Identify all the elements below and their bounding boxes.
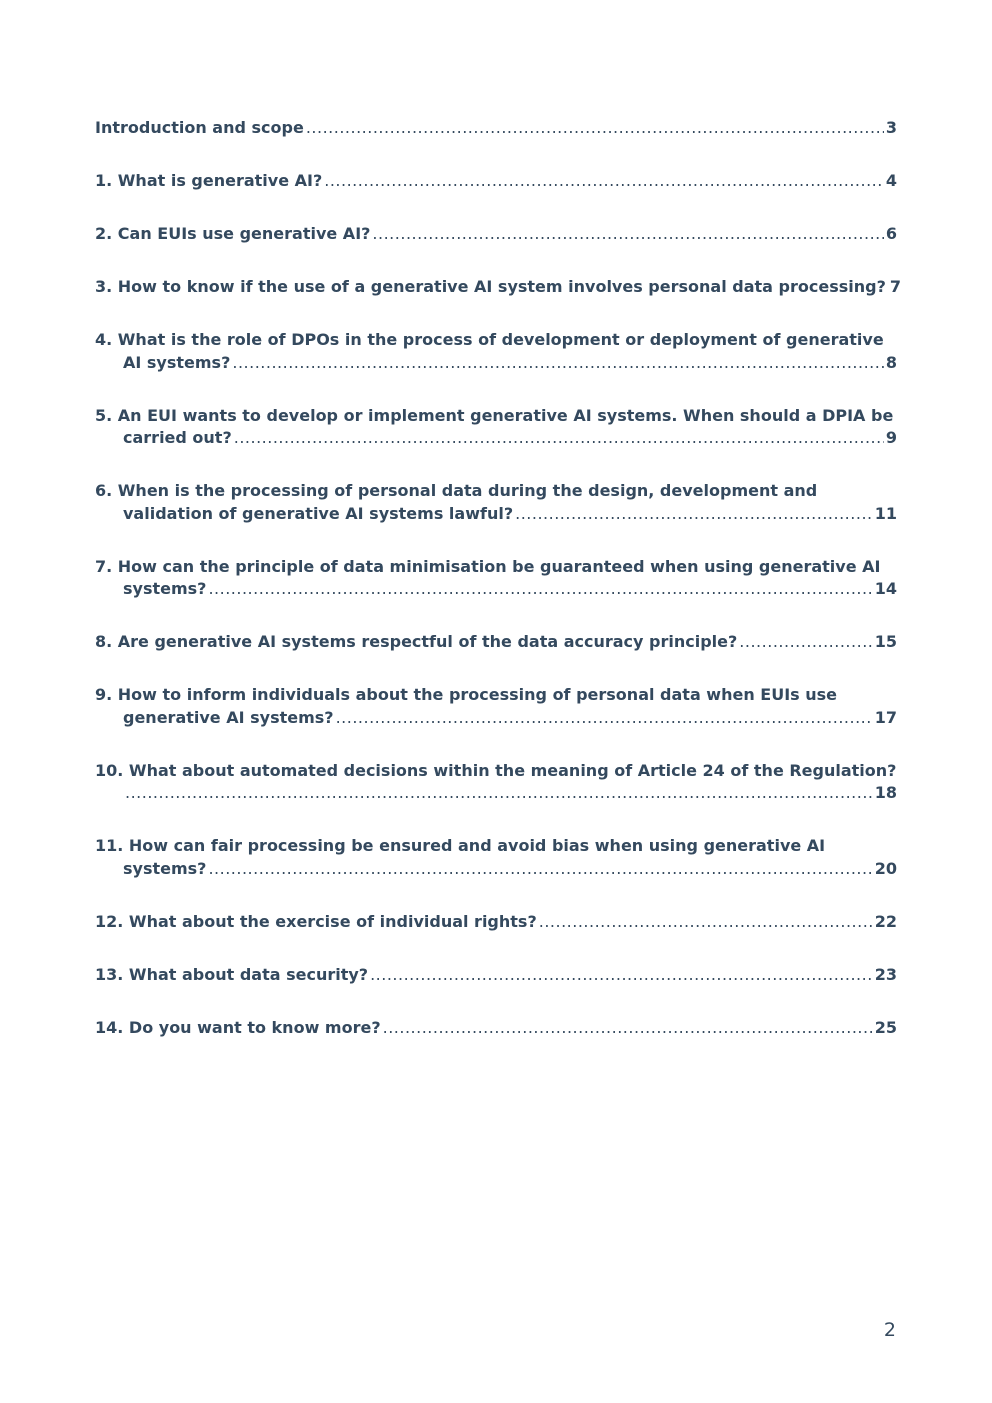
toc-entry-page: 23 <box>874 964 897 984</box>
toc-entry-11[interactable] <box>95 835 897 880</box>
toc-entry-introduction[interactable] <box>95 117 897 140</box>
toc-entry-page: 18 <box>874 783 897 802</box>
toc-entry-page: 9 <box>885 428 897 447</box>
toc-entry-3[interactable] <box>95 276 901 299</box>
toc-entry-title: 14. Do you want to know more? <box>95 1017 381 1037</box>
toc-dot-leader <box>370 964 873 987</box>
toc-dot-leader <box>336 707 873 730</box>
toc-dot-leader <box>383 1017 873 1040</box>
toc-dot-leader <box>234 427 884 450</box>
toc-entry-title: 8. Are generative AI systems respectful of the data accuracy principle? <box>95 632 738 651</box>
toc-entry-7[interactable] <box>95 556 897 601</box>
toc-entry-page: 20 <box>874 858 897 878</box>
toc-dot-leader <box>372 223 883 246</box>
toc-entry-13[interactable] <box>95 964 897 987</box>
toc-entry-2[interactable] <box>95 223 897 246</box>
toc-entry-title: 11. How can fair processing be ensured and avoid bias when using generative AI <box>95 836 826 855</box>
toc-entry-title: 7. How can the principle of data minimisation be guaranteed when using generative AI <box>95 556 881 576</box>
toc-entry-title: 4. What is the role of DPOs in the process of development or deployment of generative <box>95 330 884 349</box>
toc-dot-leader <box>232 352 884 375</box>
toc-entry-4[interactable] <box>95 329 897 374</box>
toc-entry-title: 9. How to inform individuals about the processing of personal data when EUIs use <box>95 685 838 704</box>
toc-entry-title-continued: validation of generative AI systems lawful? <box>123 503 514 523</box>
toc-entry-6[interactable] <box>95 480 897 525</box>
toc-entry-page: 17 <box>874 707 897 727</box>
toc-entry-page: 8 <box>885 352 897 372</box>
toc-entry-1[interactable] <box>95 170 897 193</box>
toc-entry-10[interactable] <box>95 760 897 805</box>
toc-entry-5[interactable] <box>95 405 897 450</box>
toc-entry-9[interactable] <box>95 684 897 729</box>
toc-entry-title: 6. When is the processing of personal data during the design, development and <box>95 481 818 500</box>
toc-entry-8[interactable] <box>95 631 897 654</box>
toc-dot-leader <box>306 117 884 140</box>
toc-dot-leader <box>208 858 872 881</box>
toc-dot-leader <box>739 631 872 654</box>
page-number: 2 <box>883 1319 896 1341</box>
toc-entry-title: 1. What is generative AI? <box>95 171 323 190</box>
toc-entry-12[interactable] <box>95 911 897 934</box>
toc-dot-leader <box>539 911 873 934</box>
toc-entry-title-continued: generative AI systems? <box>123 707 334 727</box>
toc-entry-title: 3. How to know if the use of a generative AI system involves personal data processing? <box>95 277 886 296</box>
toc-entry-page: 7 <box>889 277 901 296</box>
toc-entry-page: 25 <box>874 1017 897 1037</box>
toc-entry-title: 10. What about automated decisions within the meaning of Article 24 of the Regulation? <box>95 760 897 780</box>
toc-entry-title-continued: systems? <box>123 858 207 878</box>
table-of-contents <box>95 117 901 1070</box>
toc-dot-leader <box>208 578 872 601</box>
toc-entry-title-continued: AI systems? <box>123 352 231 372</box>
toc-dot-leader <box>324 170 884 193</box>
toc-dot-leader <box>515 503 873 526</box>
toc-entry-page: 11 <box>874 503 897 523</box>
toc-entry-title: 13. What about data security? <box>95 964 369 984</box>
toc-entry-page: 22 <box>874 911 897 931</box>
toc-entry-title: 5. An EUI wants to develop or implement generative AI systems. When should a DPIA be <box>95 405 894 425</box>
toc-entry-title-continued: systems? <box>123 579 207 598</box>
toc-dot-leader <box>125 782 873 805</box>
toc-entry-title: 12. What about the exercise of individual rights? <box>95 911 537 931</box>
toc-entry-page: 4 <box>885 171 897 190</box>
toc-entry-title: 2. Can EUIs use generative AI? <box>95 224 371 243</box>
toc-entry-title-continued: carried out? <box>123 428 232 447</box>
toc-entry-title: Introduction and scope <box>95 118 304 137</box>
toc-entry-page: 6 <box>885 224 897 243</box>
toc-entry-page: 14 <box>874 579 897 598</box>
toc-entry-14[interactable] <box>95 1017 897 1040</box>
toc-entry-page: 3 <box>885 118 897 137</box>
toc-entry-page: 15 <box>874 632 897 651</box>
